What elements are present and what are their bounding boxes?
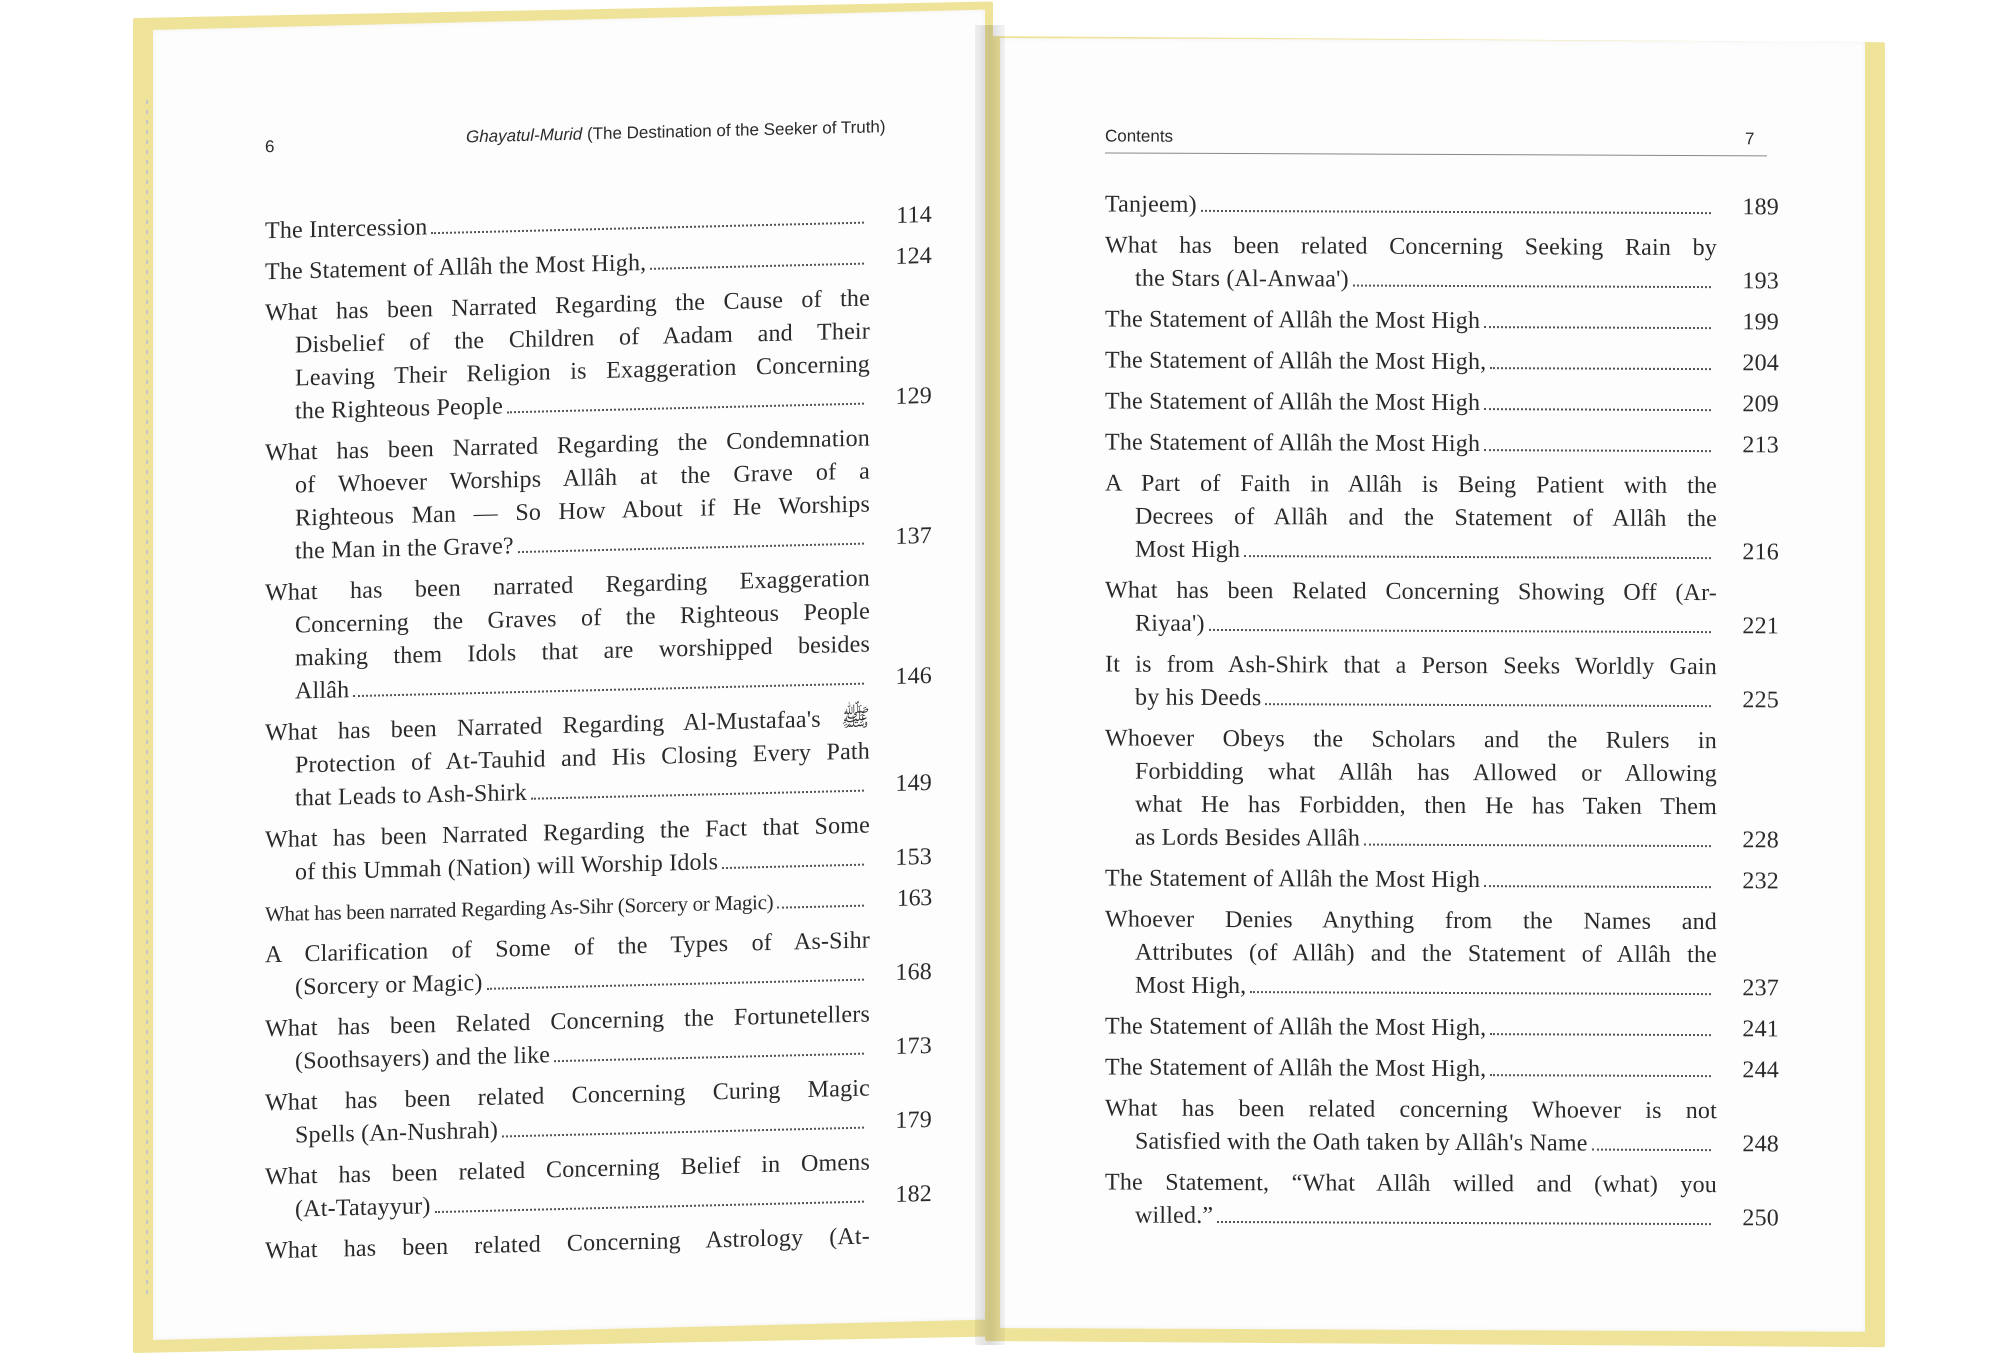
toc-entry-line — [1105, 821, 1717, 857]
toc-entry-line — [1105, 1092, 1717, 1128]
toc-page-number: 129 — [895, 382, 932, 410]
toc-entry — [1105, 467, 1779, 569]
dot-leader — [1250, 991, 1711, 995]
toc-entry-text: as Lords Besides Allâh — [1135, 824, 1361, 852]
toc-entry-line — [1105, 1051, 1717, 1087]
toc-entry — [1105, 722, 1779, 857]
toc-entry — [1105, 344, 1779, 380]
toc-page-number: 237 — [1742, 975, 1779, 1002]
toc-entry — [265, 883, 932, 931]
toc-entry-text: Most High, — [1135, 972, 1247, 1000]
toc-entry-text: A Clarification of Some of the Types of As-Sihr — [265, 927, 870, 969]
toc-entry-text: A Part of Faith in Allâh is Being Patient with the — [1105, 470, 1717, 500]
toc-page-number: 232 — [1742, 868, 1779, 895]
toc-entry-text: What has been Narrated Regarding the Cause of the — [265, 285, 870, 327]
dot-leader — [1265, 703, 1711, 707]
toc-entry-line — [1105, 426, 1717, 462]
toc-entry-text: What has been narrated Regarding Exaggeration — [265, 565, 870, 607]
dot-leader — [1353, 285, 1711, 289]
toc-entry — [1105, 648, 1779, 717]
toc-entry-text: of this Ummah (Nation) will Worship Idols — [295, 849, 719, 886]
toc-entry-line — [1105, 936, 1717, 972]
toc-entry-line — [1105, 1010, 1717, 1046]
toc-entry-line — [1105, 788, 1717, 824]
toc-entry — [265, 998, 932, 1079]
toc-entry — [265, 422, 932, 569]
toc-entry-text: What has been narrated Regarding As-Sihr (Sorcery or Magic) — [265, 889, 774, 927]
toc-entry-text: What has been related Concerning Belief in Omens — [265, 1149, 870, 1191]
toc-entry-text: Forbidding what Allâh has Allowed or Allowing — [1135, 758, 1717, 788]
toc-entry-text: Tanjeem) — [1105, 191, 1197, 218]
toc-entry — [1105, 574, 1779, 643]
toc-entry-text: The Statement of Allâh the Most High, — [1105, 1013, 1487, 1042]
toc-entry-text: The Intercession — [265, 214, 428, 245]
toc-entry — [1105, 1010, 1779, 1046]
toc-entry-text: What has been Narrated Regarding the Fact that Some — [265, 812, 870, 854]
toc-page-number: 248 — [1742, 1131, 1779, 1158]
dot-leader — [1364, 844, 1711, 848]
toc-page-number: 114 — [896, 201, 932, 229]
toc-page-number: 168 — [895, 958, 932, 986]
toc-entry-text: Concerning the Graves of the Righteous People — [295, 598, 870, 639]
toc-entry-line — [1105, 385, 1717, 421]
toc-page-number: 179 — [895, 1106, 932, 1134]
dot-leader — [1490, 1074, 1711, 1077]
dot-leader — [554, 1053, 864, 1063]
right-running-title: Contents — [1105, 126, 1174, 146]
toc-entry-text: Leaving Their Religion is Exaggeration Concerning — [295, 351, 870, 392]
toc-entry-text: What has been Narrated Regarding the Condemnation — [265, 425, 870, 467]
toc-entry-text: Righteous Man — So How About if He Worships — [295, 491, 870, 532]
page-edge-stitch — [146, 100, 148, 1300]
dot-leader — [1217, 1221, 1711, 1225]
toc-entry — [265, 241, 932, 289]
right-page — [1000, 38, 1865, 1332]
header-rule — [1105, 152, 1767, 156]
toc-entry-line — [1105, 574, 1717, 610]
toc-entry-text: Whoever Denies Anything from the Names and — [1105, 906, 1717, 936]
toc-page-number: 216 — [1742, 539, 1779, 566]
toc-entry-text: The Statement of Allâh the Most High, — [265, 249, 647, 286]
toc-page-number: 204 — [1742, 350, 1779, 377]
toc-entry-text: that Leads to Ash-Shirk — [295, 779, 527, 812]
toc-entry — [265, 1072, 932, 1153]
toc-entry-text: Most High — [1135, 536, 1241, 564]
toc-entry — [265, 1146, 932, 1227]
toc-entry-text: the Man in the Grave? — [295, 533, 514, 565]
toc-entry-text: by his Deeds — [1135, 684, 1262, 712]
dot-leader — [518, 543, 864, 553]
toc-entry-text: What has been related concerning Whoever is not — [1105, 1095, 1717, 1125]
toc-page-number: 189 — [1742, 194, 1779, 221]
toc-entry-line — [1105, 229, 1717, 265]
toc-entry — [1105, 188, 1779, 224]
dot-leader — [502, 1127, 864, 1138]
toc-entry-line — [1105, 969, 1717, 1005]
toc-entry-text: Spells (An-Nushrah) — [295, 1117, 499, 1149]
dot-leader — [353, 683, 864, 697]
dot-leader — [1484, 408, 1711, 411]
toc-entry-text: The Statement of Allâh the Most High — [1105, 429, 1481, 458]
dot-leader — [1484, 326, 1711, 329]
toc-entry — [1105, 1166, 1779, 1235]
left-page — [153, 10, 985, 1340]
toc-entry-text: Attributes (of Allâh) and the Statement of Allâh the — [1135, 939, 1717, 969]
toc-entry-text: What has been Narrated Regarding Al-Mustafaa's ﷺ — [265, 705, 870, 747]
toc-entry-line — [1105, 303, 1717, 339]
toc-page-number: 228 — [1742, 827, 1779, 854]
toc-page-number: 163 — [896, 884, 932, 912]
toc-entry-text: Satisfied with the Oath taken by Allâh's Name — [1135, 1128, 1588, 1157]
toc-page-number: 199 — [1742, 309, 1779, 336]
toc-entry-text: (At-Tatayyur) — [295, 1193, 431, 1223]
toc-page-number: 146 — [895, 662, 932, 690]
toc-page-number: 193 — [1742, 268, 1779, 295]
toc-page-number: 149 — [895, 769, 932, 797]
toc-entry-text: Whoever Obeys the Scholars and the Rulers in — [1105, 725, 1717, 755]
toc-page-number: 213 — [1742, 432, 1779, 459]
toc-entry — [265, 702, 932, 816]
toc-entry-line — [265, 200, 870, 248]
toc-page-number: 241 — [1742, 1016, 1779, 1043]
toc-entry-text: What has been Related Concerning the Fortunetellers — [265, 1001, 870, 1043]
toc-entry-line — [1105, 1125, 1717, 1161]
toc-entry-line — [265, 883, 870, 931]
toc-page-number: 137 — [895, 522, 932, 550]
dot-leader — [1484, 449, 1711, 452]
toc-entry-text: (Sorcery or Magic) — [295, 969, 483, 1001]
toc-entry-text: Protection of At-Tauhid and His Closing Every Path — [295, 738, 870, 779]
dot-leader — [1490, 367, 1711, 370]
toc-entry-text: Allâh — [295, 677, 350, 705]
toc-entry-line — [1105, 681, 1717, 717]
toc-entry-text: of Whoever Worships Allâh at the Grave of a — [295, 458, 870, 499]
toc-entry-line — [1105, 862, 1717, 898]
toc-entry-line — [1105, 500, 1717, 536]
dot-leader — [431, 222, 864, 235]
toc-entry — [1105, 1092, 1779, 1161]
running-title-italic: Ghayatul-Murid — [466, 124, 583, 147]
toc-entry-text: The Statement of Allâh the Most High — [1105, 306, 1481, 335]
dot-leader — [507, 403, 864, 414]
toc-entry-line — [1105, 344, 1717, 380]
toc-entry — [265, 1220, 870, 1268]
toc-entry — [265, 562, 932, 709]
toc-page-number: 182 — [895, 1180, 932, 1208]
toc-entry — [1105, 1051, 1779, 1087]
toc-entry-line — [1105, 1199, 1717, 1235]
toc-page-number: 225 — [1742, 687, 1779, 714]
toc-entry-text: The Statement of Allâh the Most High — [1105, 388, 1481, 417]
toc-entry-line — [265, 1220, 870, 1268]
toc-entry — [265, 809, 932, 890]
toc-entry-text: (Soothsayers) and the like — [295, 1042, 551, 1075]
left-running-title — [466, 117, 886, 147]
dot-leader — [1244, 555, 1711, 559]
toc-entry-text: making them Idols that are worshipped besides — [295, 631, 870, 672]
dot-leader — [1490, 1033, 1711, 1036]
dot-leader — [1484, 885, 1711, 888]
toc-entry-text: the Righteous People — [295, 393, 503, 425]
toc-page-number: 124 — [895, 242, 932, 270]
toc-entry-line — [1105, 188, 1717, 224]
toc-entry-line — [1105, 467, 1717, 503]
toc-entry-text: It is from Ash-Shirk that a Person Seeks Worldly Gain — [1105, 651, 1717, 681]
toc-entry-text: willed.” — [1135, 1202, 1214, 1229]
toc-entry — [1105, 385, 1779, 421]
toc-entry-text: What has been Related Concerning Showing Off (Ar- — [1105, 577, 1717, 607]
toc-entry — [1105, 303, 1779, 339]
toc-entry — [1105, 903, 1779, 1005]
toc-entry-text: the Stars (Al-Anwaa') — [1135, 265, 1349, 293]
toc-entry-line — [1105, 533, 1717, 569]
toc-entry-text: The Statement of Allâh the Most High — [1105, 865, 1481, 894]
toc-entry — [265, 200, 932, 248]
dot-leader — [531, 790, 864, 800]
toc-page-number: 153 — [895, 843, 932, 871]
toc-entry-line — [265, 241, 870, 289]
toc-entry-line — [1105, 755, 1717, 791]
toc-entry-text: What has been related Concerning Astrology (At- — [265, 1223, 870, 1265]
dot-leader — [1592, 1149, 1711, 1152]
toc-page-number: 173 — [895, 1032, 932, 1060]
toc-entry-text: The Statement of Allâh the Most High, — [1105, 347, 1487, 376]
dot-leader — [487, 979, 864, 990]
toc-entry-line — [1105, 648, 1717, 684]
toc-entry — [1105, 862, 1779, 898]
dot-leader — [777, 905, 864, 909]
dot-leader — [1209, 629, 1711, 633]
toc-entry-line — [1105, 903, 1717, 939]
toc-entry — [1105, 229, 1779, 298]
right-page-number: 7 — [1745, 129, 1755, 149]
toc-entry-text: Riyaa') — [1135, 610, 1205, 637]
toc-entry-text: What has been related Concerning Curing Magic — [265, 1075, 870, 1117]
left-page-number: 6 — [265, 137, 275, 157]
toc-entry-line — [1105, 722, 1717, 758]
toc-entry-text: What has been related Concerning Seeking Rain by — [1105, 232, 1717, 262]
toc-entry-text: what He has Forbidden, then He has Taken Them — [1135, 791, 1717, 821]
book-gutter — [975, 25, 1005, 1345]
toc-page-number: 244 — [1742, 1057, 1779, 1084]
toc-entry-text: The Statement, “What Allâh willed and (what) you — [1105, 1169, 1717, 1199]
running-title-rest: (The Destination of the Seeker of Truth) — [586, 117, 886, 144]
dot-leader — [650, 263, 864, 270]
toc-page-number: 250 — [1742, 1205, 1779, 1232]
dot-leader — [435, 1201, 864, 1213]
toc-entry-text: The Statement of Allâh the Most High, — [1105, 1054, 1487, 1083]
toc-entry-line — [1105, 607, 1717, 643]
toc-entry — [265, 924, 932, 1005]
dot-leader — [1201, 210, 1711, 214]
toc-entry-line — [1105, 1166, 1717, 1202]
toc-page-number: 209 — [1742, 391, 1779, 418]
dot-leader — [722, 864, 864, 869]
toc-page-number: 221 — [1742, 613, 1779, 640]
toc-entry-text: Disbelief of the Children of Aadam and Their — [295, 318, 870, 359]
toc-entry-text: Decrees of Allâh and the Statement of Allâh the — [1135, 503, 1717, 533]
toc-entry — [265, 282, 932, 429]
toc-entry-line — [1105, 262, 1717, 298]
toc-entry — [1105, 426, 1779, 462]
